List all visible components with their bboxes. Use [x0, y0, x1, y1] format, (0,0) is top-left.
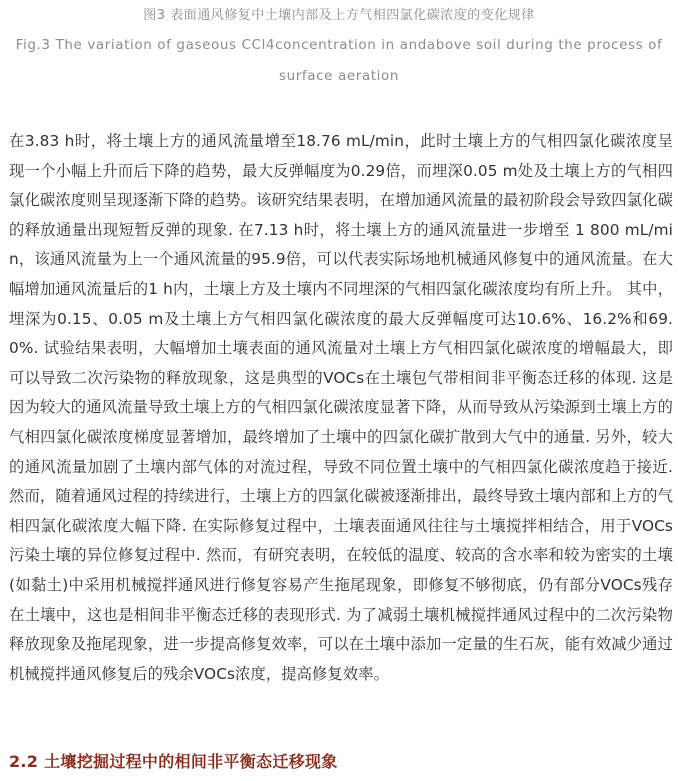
figure-caption [0, 6, 678, 92]
body-paragraph: 在3.83 h时，将土壤上方的通风流量增至18.76 mL/min，此时土壤上方的气相四氯化碳浓度呈现一个小幅上升而后下降的趋势，最大反弹幅度为0.29倍，而埋深0.05 m处及土壤上方的气相四氯化碳浓度则呈现逐渐下降的趋势。该研究结果表明，在增加通风流量的最初阶段会导致四氯化碳的释放通量出现短暂反弹的现象. 在7.13 h时，将土壤上方的通风流量进一步增至 1 800 mL/min，该通风流量为上一个通风流量的95.9倍，可以代表实际场地机械通风修复中的通风流量。在大幅增加通风流量后的1 h内，土壤上方及土壤内不同埋深的气相四氯化碳浓度均有所上升。 其中，埋深为0.15、0.05 m及土壤上方气相四氯化碳浓度的最大反弹幅度可达10.6%、16.2%和69.0%. 试验结果表明，大幅增加土壤表面的通风流量对土壤上方气相四氯化碳浓度的增幅最大，即可以导致二次污染物的释放现象，这是典型的VOCs在土壤包气带相间非平衡态迁移的体现. 这是因为较大的通风流量导致土壤上方的气相四氯化碳浓度显著下降，从而导致从污染源到土壤上方的气相四氯化碳浓度梯度显著增加，最终增加了土壤中的四氯化碳扩散到大气中的通量. 另外，较大的通风流量加剧了土壤内部气体的对流过程，导致不同位置土壤中的气相四氯化碳浓度趋于接近. 然而，随着通风过程的持续进行，土壤上方的四氯化碳被逐渐排出，最终导致土壤内部和上方的气相四氯化碳浓度大幅下降. 在实际修复过程中，土壤表面通风往往与土壤搅拌相结合，用于VOCs污染土壤的异位修复过程中. 然而，有研究表明，在较低的温度、较高的含水率和较为密实的土壤(如黏土)中采用机械搅拌通风进行修复容易产生拖尾现象，即修复不够彻底，仍有部分VOCs残存在土壤中，这也是相间非平衡态迁移的表现形式. 为了减弱土壤机械搅拌通风过程中的二次污染物释放现象及拖尾现象，进一步提高修复效率，可以在土壤中添加一定量的生石灰，能有效减少通过机械搅拌通风修复后的残余VOCs浓度，提高修复效率。 [9, 132, 673, 683]
figure-caption-english: Fig.3 The variation of gaseous CCl4concentration in andabove soil during the process of surface aeration [15, 37, 663, 84]
figure-caption-chinese: 图3 表面通风修复中土壤内部及上方气相四氯化碳浓度的变化规律 [143, 8, 535, 23]
section-heading: 2.2 土壤挖掘过程中的相间非平衡态迁移现象 [9, 752, 338, 771]
